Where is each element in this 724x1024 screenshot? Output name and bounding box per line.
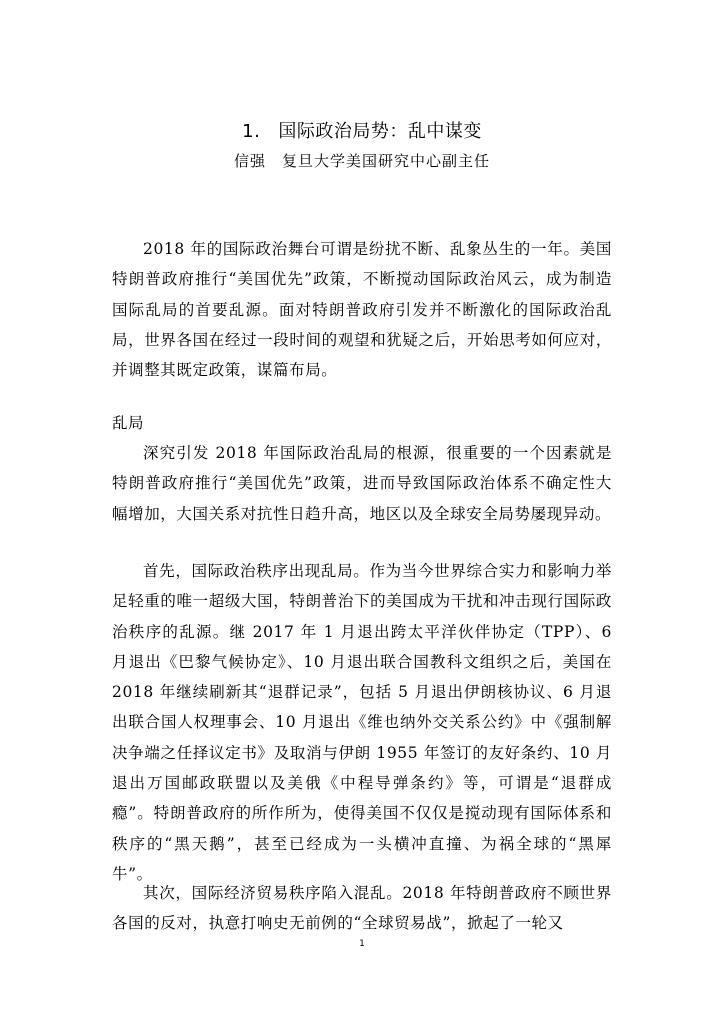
intro-paragraph: 2018 年的国际政治舞台可谓是纷扰不断、乱象丛生的一年。美国特朗普政府推行“美国优先”政策，不断搅动国际政治风云，成为制造国际乱局的首要乱源。面对特朗普政府引发并不断激化的国际政治乱局，世界各国在经过一段时间的观望和犹疑之后，开始思考如何应对，并调整其既定政策，谋篇布局。 (112, 240, 612, 380)
section-paragraph: 深究引发 2018 年国际政治乱局的根源，很重要的一个因素就是特朗普政府推行“美国优先”政策，进而导致国际政治体系不确定性大幅增加，大国关系对抗性日趋升高，地区以及全球安全局势屡现异动。 (112, 444, 612, 523)
author-affiliation: 复旦大学美国研究中心副主任 (282, 152, 491, 170)
title-number: 1. (242, 121, 261, 142)
first-point-paragraph: 首先，国际政治秩序出现乱局。作为当今世界综合实力和影响力举足轻重的唯一超级大国，特朗普治下的美国成为干扰和冲击现行国际政治秩序的乱源。继 2017 年 1 月退出跨太平洋伙伴协定（TPP）、6 月退出《巴黎气候协定》、10 月退出联合国教科文组织之后，美国在 2018 年继续刷新其“退群记录”，包括 5 月退出伊朗核协议、6 月退出联合国人权理事会、10 月退出《维也纳外交关系公约》中《强制解决争端之任择议定书》及取消与伊朗 1955 年签订的友好条约、10 月退出万国邮政联盟以及美俄《中程导弹条约》等，可谓是“退群成瘾”。特朗普政府的所作所为，使得美国不仅仅是搅动现有国际体系和秩序的“黑天鹅”，甚至已经成为一头横冲直撞、为祸全球的“黑犀牛”。 (112, 562, 612, 883)
author-name: 信强 (233, 152, 266, 170)
title-text: 国际政治局势：乱中谋变 (278, 121, 482, 142)
section-heading: 乱局 (112, 414, 145, 432)
page-title (0, 120, 724, 144)
page-number: 1 (359, 939, 365, 949)
second-point-paragraph: 其次，国际经济贸易秩序陷入混乱。2018 年特朗普政府不顾世界各国的反对，执意打响史无前例的“全球贸易战”，掀起了一轮又 (112, 884, 612, 933)
author-line (0, 151, 724, 171)
